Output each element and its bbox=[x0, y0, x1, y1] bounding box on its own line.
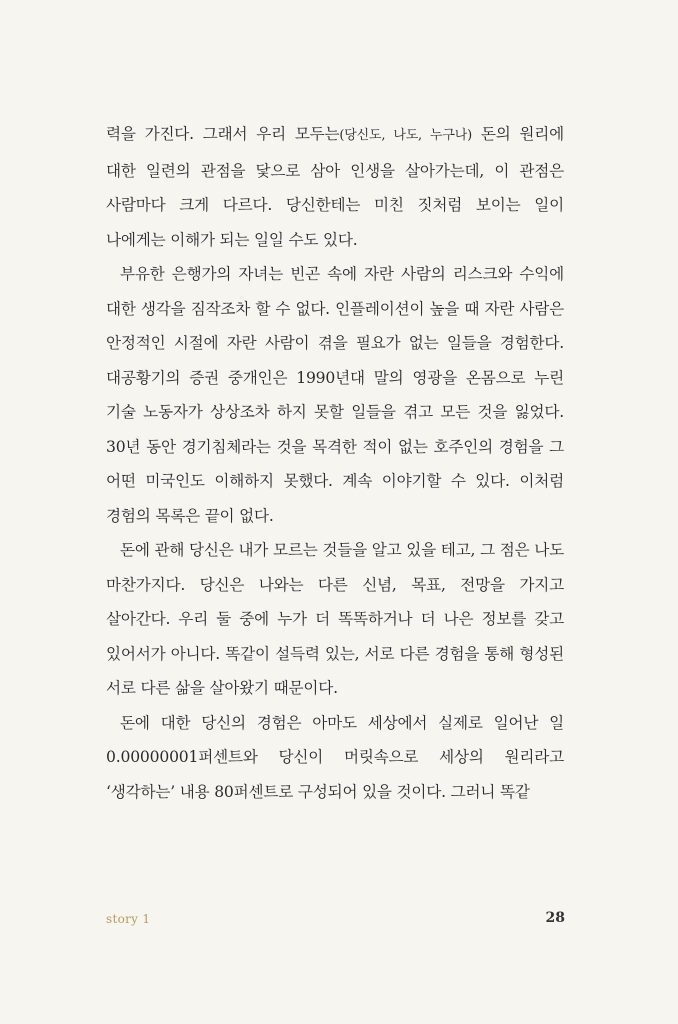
paragraph-1 bbox=[106, 117, 564, 257]
page-number: 28 bbox=[545, 910, 565, 926]
paragraph-2: 부유한 은행가의 자녀는 빈곤 속에 자란 사람의 리스크와 수익에 대한 생각을 짐작조차 할 수 없다. 인플레이션이 높을 때 자란 사람은 안정적인 시절에 자란 사람이 겪을 필요가 없는 일들을 경험한다. 대공황기의 증권 중개인은 1990년대 말의 영광을 온몸으로 누린 기술 노동자가 상상조차 하지 못할 일들을 겪고 모든 것을 잃었다. 30년 동안 경기침체라는 것을 목격한 적이 없는 호주인의 경험을 그 어떤 미국인도 이해하지 못했다. 계속 이야기할 수 있다. 이처럼 경험의 목록은 끝이 없다. bbox=[106, 265, 564, 525]
section-label: story 1 bbox=[106, 912, 151, 926]
body-text bbox=[106, 117, 564, 809]
paragraph-1-part-b: 돈의 원리에 대한 일련의 관점을 닻으로 삼아 인생을 살아가는데, 이 관점은 사람마다 크게 다르다. 당신한테는 미친 짓처럼 보이는 일이 나에게는 이해가 되는 일일 수도 있다. bbox=[106, 125, 564, 249]
paragraph-4: 돈에 대한 당신의 경험은 아마도 세상에서 실제로 일어난 일 0.00000001퍼센트와 당신이 머릿속으로 세상의 원리라고 ‘생각하는’ 내용 80퍼센트로 구성되어 있을 것이다. 그러니 똑같 bbox=[106, 713, 564, 801]
paragraph-3: 돈에 관해 당신은 내가 모르는 것들을 알고 있을 테고, 그 점은 나도 마찬가지다. 당신은 나와는 다른 신념, 목표, 전망을 가지고 살아간다. 우리 둘 중에 누가 더 똑똑하거나 더 나은 정보를 갖고 있어서가 아니다. 똑같이 설득력 있는, 서로 다른 경험을 통해 형성된 서로 다른 삶을 살아왔기 때문이다. bbox=[106, 541, 564, 697]
paragraph-1-part-a: 력을 가진다. 그래서 우리 모두는 bbox=[106, 125, 340, 143]
paragraph-1-parenthetical: (당신도, 나도, 누구나) bbox=[339, 128, 472, 143]
